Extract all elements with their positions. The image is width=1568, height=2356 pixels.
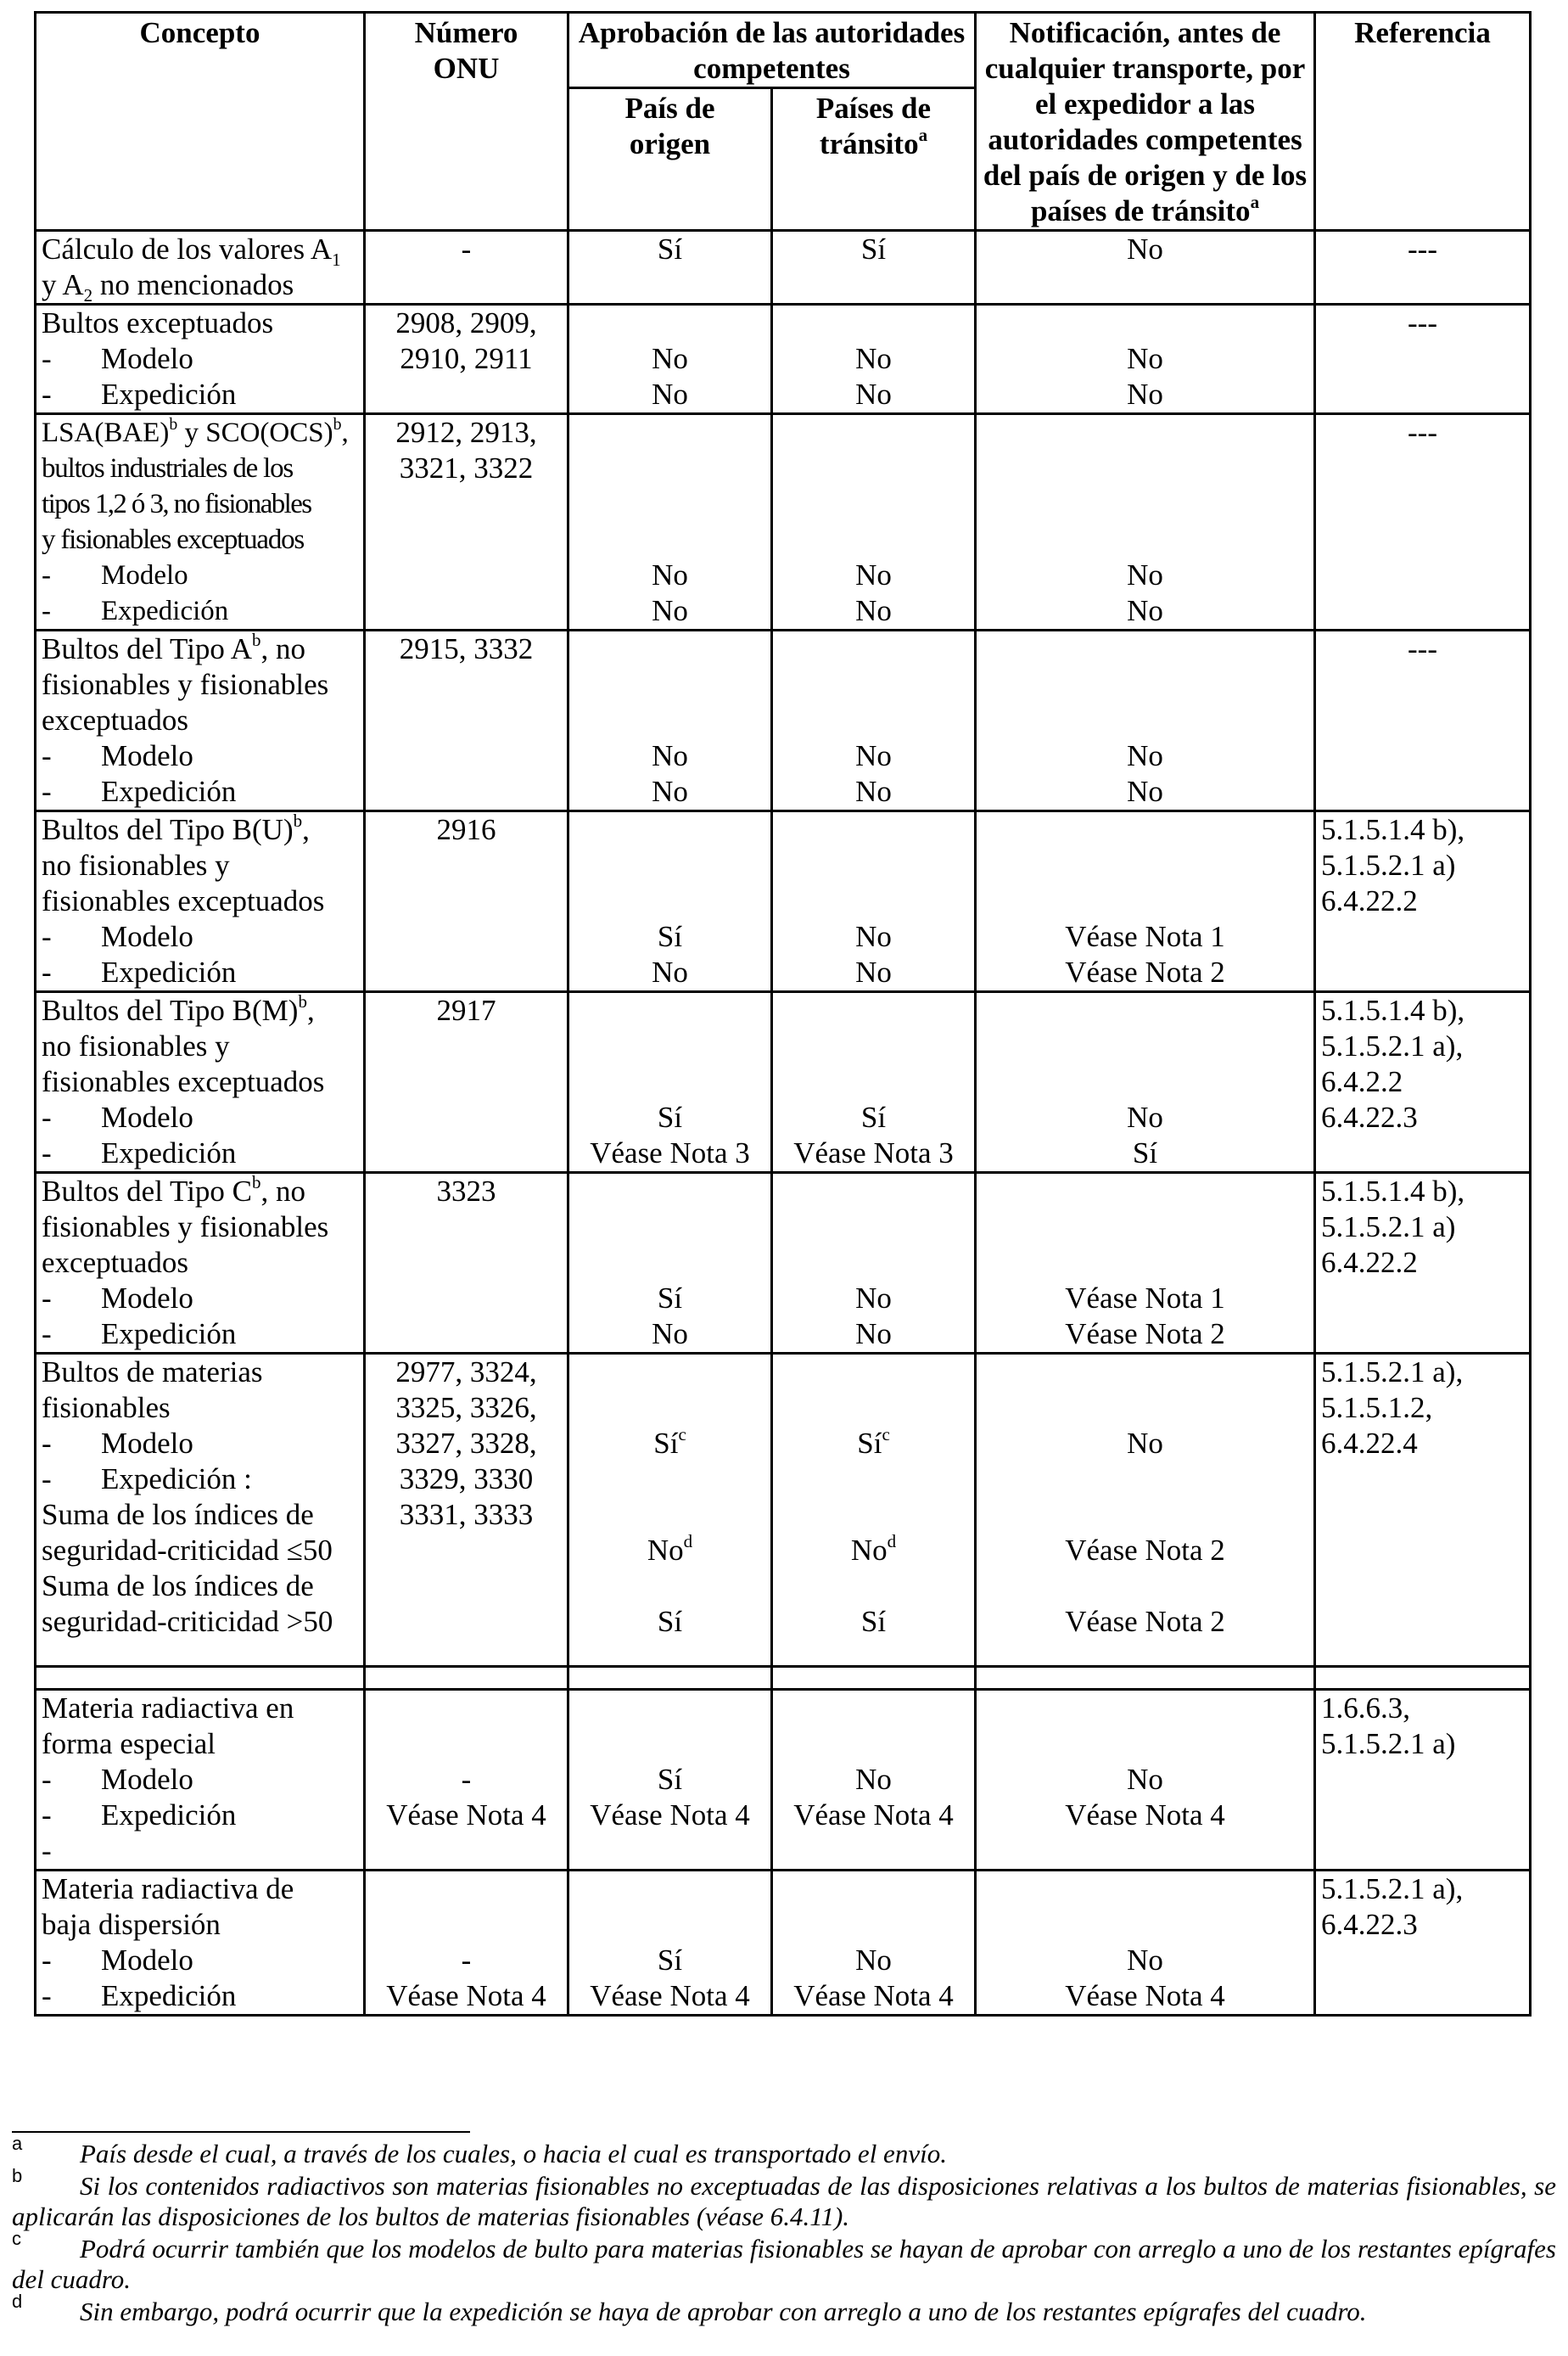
cell-origen: No No — [568, 631, 772, 811]
header-paises-transito — [772, 88, 976, 231]
header-notificacion-line: el expedidor a las — [1035, 87, 1255, 121]
cell-notificacion: No No — [976, 305, 1315, 414]
cell-onu: 2915, 3332 — [365, 631, 568, 811]
cell-referencia: 1.6.6.3, 5.1.5.2.1 a) — [1315, 1690, 1531, 1871]
cell-notificacion: No No — [976, 414, 1315, 631]
cell-origen: Sí Véase Nota 4 — [568, 1871, 772, 2016]
cell-origen: Sí Véase Nota 4 — [568, 1690, 772, 1871]
header-pais-origen — [568, 88, 772, 231]
header-numero-onu-line: Número — [414, 16, 518, 49]
cell-transito: No Véase Nota 4 — [772, 1690, 976, 1871]
header-row — [36, 13, 1531, 88]
header-notificacion-line: cualquier transporte, por — [984, 52, 1306, 85]
cell-origen: Sí Véase Nota 3 — [568, 992, 772, 1173]
header-numero-onu-line: ONU — [433, 52, 500, 85]
cell-transito: Sí — [772, 231, 976, 305]
footnote-ref: a — [1250, 192, 1260, 213]
header-aprobacion-line: Aprobación de las autoridades — [578, 16, 966, 49]
footnote-text: País desde el cual, a través de los cuales, o hacia el cual es transportado el envío. — [80, 2139, 947, 2168]
table-row — [36, 631, 1531, 811]
cell-notificacion: No Sí — [976, 992, 1315, 1173]
cell-onu: - Véase Nota 4 — [365, 1690, 568, 1871]
footnote-mark: b — [12, 2165, 23, 2186]
cell-origen: Sí — [568, 231, 772, 305]
footnote-mark: c — [12, 2228, 21, 2249]
header-pais-origen-line: origen — [629, 127, 711, 160]
cell-origen: Sí No — [568, 811, 772, 992]
footnote-a — [12, 2133, 1556, 2169]
footnote-mark: d — [12, 2291, 23, 2312]
cell-referencia: 5.1.5.2.1 a), 5.1.5.1.2, 6.4.22.4 — [1315, 1354, 1531, 1667]
cell-notificacion: No Véase Nota 2 Véase Nota 2 — [976, 1354, 1315, 1667]
header-referencia: Referencia — [1315, 13, 1531, 231]
cell-concepto: Bultos del Tipo $C^b$, no fisionables y fisionables exceptuados - Modelo - Expedición — [36, 1173, 365, 1354]
table-spacer-row — [36, 1667, 1531, 1690]
cell-notificacion: No Véase Nota 4 — [976, 1871, 1315, 2016]
cell-concepto: LSA(BAE)$^b$ y SCO(OCS)$^b$, bultos industriales de los tipos 1,2 ó 3, no fisionables y fisionables exceptuados - Modelo - Expedición — [36, 414, 365, 631]
cell-onu: 2917 — [365, 992, 568, 1173]
cell-transito: No No — [772, 305, 976, 414]
header-paises-transito-line: Países de — [815, 92, 932, 125]
footnote-separator — [12, 2131, 470, 2133]
cell-notificacion: Véase Nota 1 Véase Nota 2 — [976, 811, 1315, 992]
footnote-d — [12, 2291, 1556, 2327]
cell-onu: 2908, 2909, 2910, 2911 — [365, 305, 568, 414]
cell-concepto: Bultos exceptuados - Modelo - Expedición — [36, 305, 365, 414]
cell-notificacion: No Véase Nota 4 — [976, 1690, 1315, 1871]
cell-referencia: 5.1.5.1.4 b), 5.1.5.2.1 a), 6.4.2.2 6.4.22.3 — [1315, 992, 1531, 1173]
cell-transito: Sí Véase Nota 3 — [772, 992, 976, 1173]
header-concepto: Concepto — [36, 13, 365, 231]
footnote-mark: a — [12, 2133, 23, 2154]
cell-onu: 2977, 3324, 3325, 3326, 3327, 3328, 3329, 3330 3331, 3333 — [365, 1354, 568, 1667]
header-notificacion-line: países de tránsito — [1030, 194, 1251, 227]
table-row — [36, 1690, 1531, 1871]
header-numero-onu — [365, 13, 568, 231]
header-aprobacion — [568, 13, 976, 88]
cell-concepto: Bultos del Tipo $B(U)^b$, no fisionables y fisionables exceptuados - Modelo - Expedición — [36, 811, 365, 992]
cell-origen: No No — [568, 414, 772, 631]
cell-notificacion: Véase Nota 1 Véase Nota 2 — [976, 1173, 1315, 1354]
cell-referencia: --- — [1315, 231, 1531, 305]
table-row — [36, 414, 1531, 631]
header-notificacion — [976, 13, 1315, 231]
footnote-ref: a — [918, 125, 928, 146]
cell-referencia: 5.1.5.1.4 b), 5.1.5.2.1 a) 6.4.22.2 — [1315, 1173, 1531, 1354]
cell-concepto: Cálculo de los valores $A_1$ y $A_2$ no mencionados — [36, 231, 365, 305]
header-notificacion-line: del país de origen y de los — [983, 159, 1308, 192]
footnote-text: Sin embargo, podrá ocurrir que la expedición se haya de aprobar con arreglo a uno de los restantes epígrafes del cuadro. — [80, 2297, 1367, 2326]
cell-transito: $Sí^c$ No$^d$ Sí — [772, 1354, 976, 1667]
cell-referencia: --- — [1315, 305, 1531, 414]
cell-onu: - — [365, 231, 568, 305]
cell-transito: No Véase Nota 4 — [772, 1871, 976, 2016]
cell-onu: 2912, 2913, 3321, 3322 — [365, 414, 568, 631]
header-notificacion-line: autoridades competentes — [988, 123, 1302, 156]
cell-concepto: Materia radiactiva de baja dispersión - Modelo - Expedición — [36, 1871, 365, 2016]
table-row — [36, 811, 1531, 992]
cell-transito: No No — [772, 1173, 976, 1354]
cell-notificacion: No — [976, 231, 1315, 305]
cell-onu: - Véase Nota 4 — [365, 1871, 568, 2016]
table-row — [36, 305, 1531, 414]
cell-transito: No No — [772, 414, 976, 631]
cell-concepto: Materia radiactiva en forma especial - Modelo - Expedición - — [36, 1690, 365, 1871]
cell-transito: No No — [772, 811, 976, 992]
footnote-b — [12, 2165, 1556, 2232]
cell-concepto: Bultos del Tipo $A^b$, no fisionables y fisionables exceptuados - Modelo - Expedición — [36, 631, 365, 811]
table-row — [36, 231, 1531, 305]
cell-referencia: 5.1.5.2.1 a), 6.4.22.3 — [1315, 1871, 1531, 2016]
cell-transito: No No — [772, 631, 976, 811]
cell-referencia: --- — [1315, 631, 1531, 811]
header-paises-transito-line: tránsito — [819, 127, 919, 160]
cell-referencia: --- — [1315, 414, 1531, 631]
cell-onu: 2916 — [365, 811, 568, 992]
footnote-text: Si los contenidos radiactivos son materias fisionables no exceptuadas de las disposiciones relativas a los bultos de materias fisionables, se aplicarán las disposiciones de los bultos de materias fisionables (véase 6.4.11). — [12, 2171, 1556, 2231]
table-row — [36, 1173, 1531, 1354]
header-aprobacion-line: competentes — [693, 52, 850, 85]
cell-concepto: Bultos del Tipo $B(M)^b$, no fisionables y fisionables exceptuados - Modelo - Expedición — [36, 992, 365, 1173]
cell-concepto: Bultos de materias fisionables - Modelo - Expedición : Suma de los índices de seguridad-criticidad ≤50 Suma de los índices de seguridad-criticidad >50 — [36, 1354, 365, 1667]
header-notificacion-line: Notificación, antes de — [1009, 16, 1281, 49]
table-row — [36, 1354, 1531, 1667]
table-row — [36, 1871, 1531, 2016]
table-row — [36, 992, 1531, 1173]
cell-origen: Sí No — [568, 1173, 772, 1354]
cell-referencia: 5.1.5.1.4 b), 5.1.5.2.1 a) 6.4.22.2 — [1315, 811, 1531, 992]
cell-notificacion: No No — [976, 631, 1315, 811]
footnote-text: Podrá ocurrir también que los modelos de bulto para materias fisionables se hayan de aprobar con arreglo a uno de los restantes epígrafes del cuadro. — [12, 2234, 1556, 2294]
cell-origen: No No — [568, 305, 772, 414]
cell-onu: 3323 — [365, 1173, 568, 1354]
approval-table — [34, 11, 1532, 2017]
header-pais-origen-line: País de — [624, 92, 715, 125]
footnote-c — [12, 2228, 1556, 2295]
footnotes — [12, 2133, 1556, 2329]
cell-origen: $Sí^c$ No$^d$ Sí — [568, 1354, 772, 1667]
